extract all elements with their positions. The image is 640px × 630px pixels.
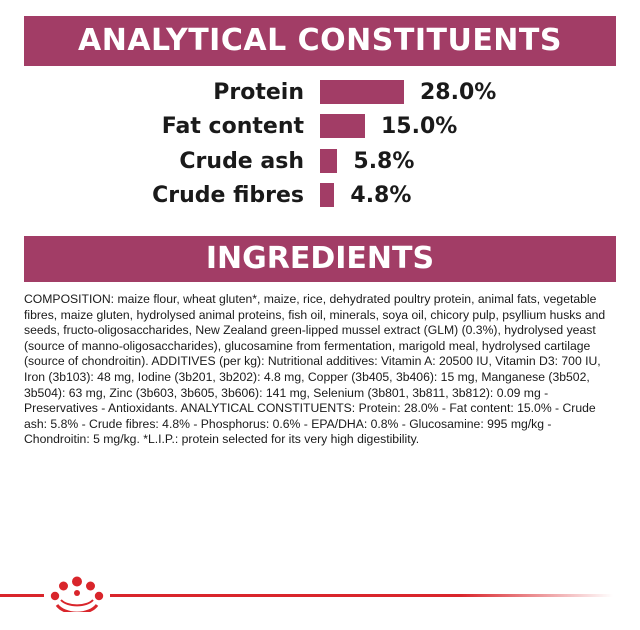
footer-line-fade [460, 590, 640, 600]
constituent-label: Crude ash [179, 149, 304, 174]
ingredients-composition-text: COMPOSITION: maize flour, wheat gluten*, maize, rice, dehydrated poultry protein, animal fats, vegetable fibres, maize gluten, hydrolysed animal proteins, fish oil, minerals, soya oil, chicory pulp, psyllium husks and seeds, fructo-oligosaccharides, New Zealand green-lipped mussel extract (GLM) (0.3%), hydrolysed yeast (source of manno-oligosaccharides), glucosamine from fermentation, marigold meal, hydrolysed cartilage (source of chondroitin). ADDITIVES (per kg): Nutritional additives: Vitamin A: 20500 IU, Vitamin D3: 700 IU, Iron (3b103): 48 mg, Iodine (3b201, 3b202): 4.8 mg, Copper (3b405, 3b406): 15 mg, Manganese (3b502, 3b504): 63 mg, Zinc (3b603, 3b605, 3b606): 141 mg, Selenium (3b801, 3b811, 3b812): 0.09 mg - Preservatives - Antioxidants. ANALYTICAL CONSTITUENTS: Protein: 28.0% - Fat content: 15.0% - Crude ash: 5.8% - Crude fibres: 4.8% - Phosphorus: 0.6% - EPA/DHA: 0.8% - Glucosamine: 995 mg/kg - Chondroitin: 5 mg/kg. *L.I.P.: protein selected for its very high digestibility. [24, 292, 606, 447]
constituent-row-crude-ash [0, 147, 640, 177]
constituent-label: Fat content [161, 114, 304, 139]
ingredients-title: INGREDIENTS [205, 241, 435, 276]
constituent-label: Protein [213, 80, 304, 105]
constituent-value: 4.8% [350, 183, 412, 208]
constituent-row-fat-content [0, 112, 640, 142]
constituent-row-crude-fibres [0, 181, 640, 211]
royal-canin-crown-icon [45, 572, 109, 612]
footer-line-left [0, 594, 44, 597]
constituent-bar [320, 114, 365, 138]
constituent-bar [320, 80, 404, 104]
constituent-bar [320, 149, 337, 173]
constituent-bar [320, 183, 334, 207]
constituent-value: 15.0% [381, 114, 458, 139]
constituent-value: 28.0% [420, 80, 497, 105]
constituent-label: Crude fibres [152, 183, 304, 208]
analytical-constituents-title: ANALYTICAL CONSTITUENTS [78, 23, 562, 58]
constituent-row-protein [0, 78, 640, 108]
analytical-constituents-banner [24, 16, 616, 66]
constituent-value: 5.8% [353, 149, 415, 174]
ingredients-banner [24, 236, 616, 282]
